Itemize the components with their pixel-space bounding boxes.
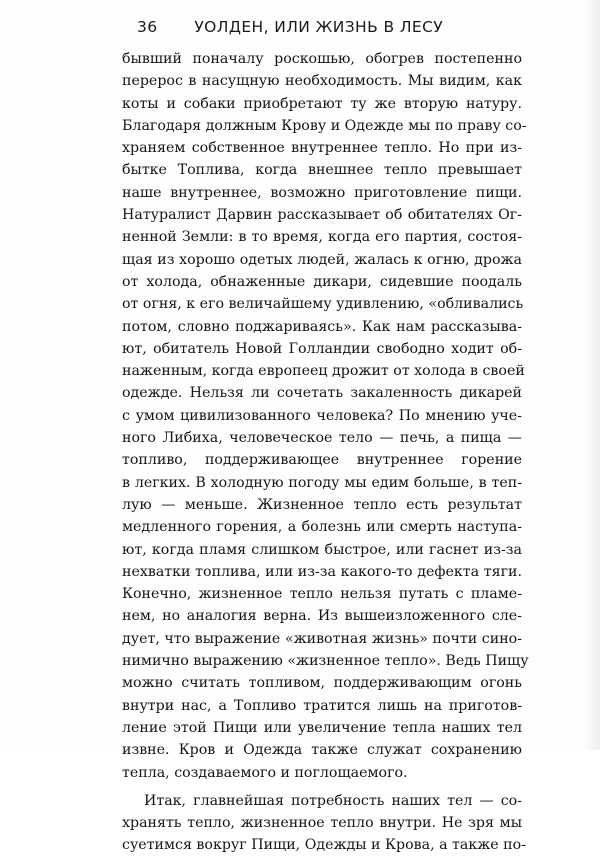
text-line: Итак, главнейшая потребность наших тел — со- — [144, 792, 522, 809]
text-line: Конечно, жизненное тепло нельзя путать с пламе- — [122, 586, 522, 603]
page-edge-shadow — [582, 0, 600, 750]
text-line: хранять тепло, жизненное тепло внутри. Не зря мы — [122, 815, 522, 832]
text-line: внутри нас, а Топливо тратится лишь на приготов- — [122, 697, 522, 714]
text-line: от огня, к его величайшему удивлению, «обливались — [122, 296, 524, 313]
text-line: бытке Топлива, когда внешнее тепло превышает — [122, 162, 522, 179]
text-line: ют, когда пламя слишком быстрое, или гаснет из-за — [122, 541, 522, 558]
text-line: наше внутреннее, возможно приготовление пищи. — [122, 184, 522, 201]
running-head — [137, 18, 517, 40]
text-line: нимично выражению «жизненное тепло». Ведь Пищу — [122, 653, 529, 670]
text-line: тепла, создаваемого и поглощаемого. — [122, 764, 408, 781]
text-line: топливо, поддерживающее внутреннее горение — [122, 452, 522, 469]
text-line: в легких. В холодную погоду мы едим больше, в теп- — [122, 474, 522, 491]
text-line: Благодаря должным Крову и Одежде мы по праву со- — [122, 117, 527, 134]
paragraph — [122, 790, 526, 857]
text-line: нем, но аналогия верна. Из вышеизложенного сле- — [122, 608, 522, 625]
text-line: медленного горения, а болезнь или смерть наступа- — [122, 519, 522, 536]
text-line: щая из хорошо одетых людей, жалась к огню, дрожа — [122, 251, 522, 268]
text-line: коты и собаки приобретают ту же вторую натуру. — [122, 95, 522, 112]
running-title: УОЛДЕН, ИЛИ ЖИЗНЬ В ЛЕСУ — [194, 18, 444, 36]
text-line: с умом цивилизованного человека? По мнению уче- — [122, 407, 522, 424]
text-line: потом, словно поджариваясь». Как нам рассказыва- — [122, 318, 522, 335]
page-number: 36 — [137, 18, 158, 36]
text-line: можно считать топливом, поддерживающим огонь — [122, 675, 522, 692]
text-line: ление этой Пищи или увеличение тепла наших тел — [122, 719, 522, 736]
text-line: извне. Кров и Одежда также служат сохранению — [122, 742, 522, 759]
paragraph — [122, 48, 529, 784]
text-line: бывший поначалу роскошью, обогрев постепенно — [122, 51, 522, 67]
text-line: нехватки топлива, или из-за какого-то дефекта тяги. — [122, 563, 522, 580]
text-line: Натуралист Дарвин рассказывает об обитателях Ог- — [122, 207, 522, 224]
text-line: ненной Земли: в то время, когда его партия, состоя- — [122, 229, 522, 246]
text-line: суетимся вокруг Пищи, Одежды и Крова, а также по- — [122, 837, 526, 854]
text-line: ного Либиха, человеческое тело — печь, а пища — — [122, 430, 522, 447]
text-line: одежде. Нельзя ли сочетать закаленность дикарей — [122, 385, 522, 402]
text-line: перерос в насущную необходимость. Мы видим, как — [122, 73, 522, 90]
text-line: храняем собственное внутреннее тепло. Но при из- — [122, 140, 522, 157]
text-line: наженным, когда европеец дрожит от холода в своей — [122, 363, 525, 380]
text-line: лую — меньше. Жизненное тепло есть результат — [122, 496, 522, 513]
body-text — [122, 48, 529, 857]
text-line: ют, обитатель Новой Голландии свободно ходит об- — [122, 340, 522, 357]
text-line: дует, что выражение «животная жизнь» почти сино- — [122, 630, 522, 647]
text-line: от холода, обнаженные дикари, сидевшие поодаль — [122, 273, 522, 290]
